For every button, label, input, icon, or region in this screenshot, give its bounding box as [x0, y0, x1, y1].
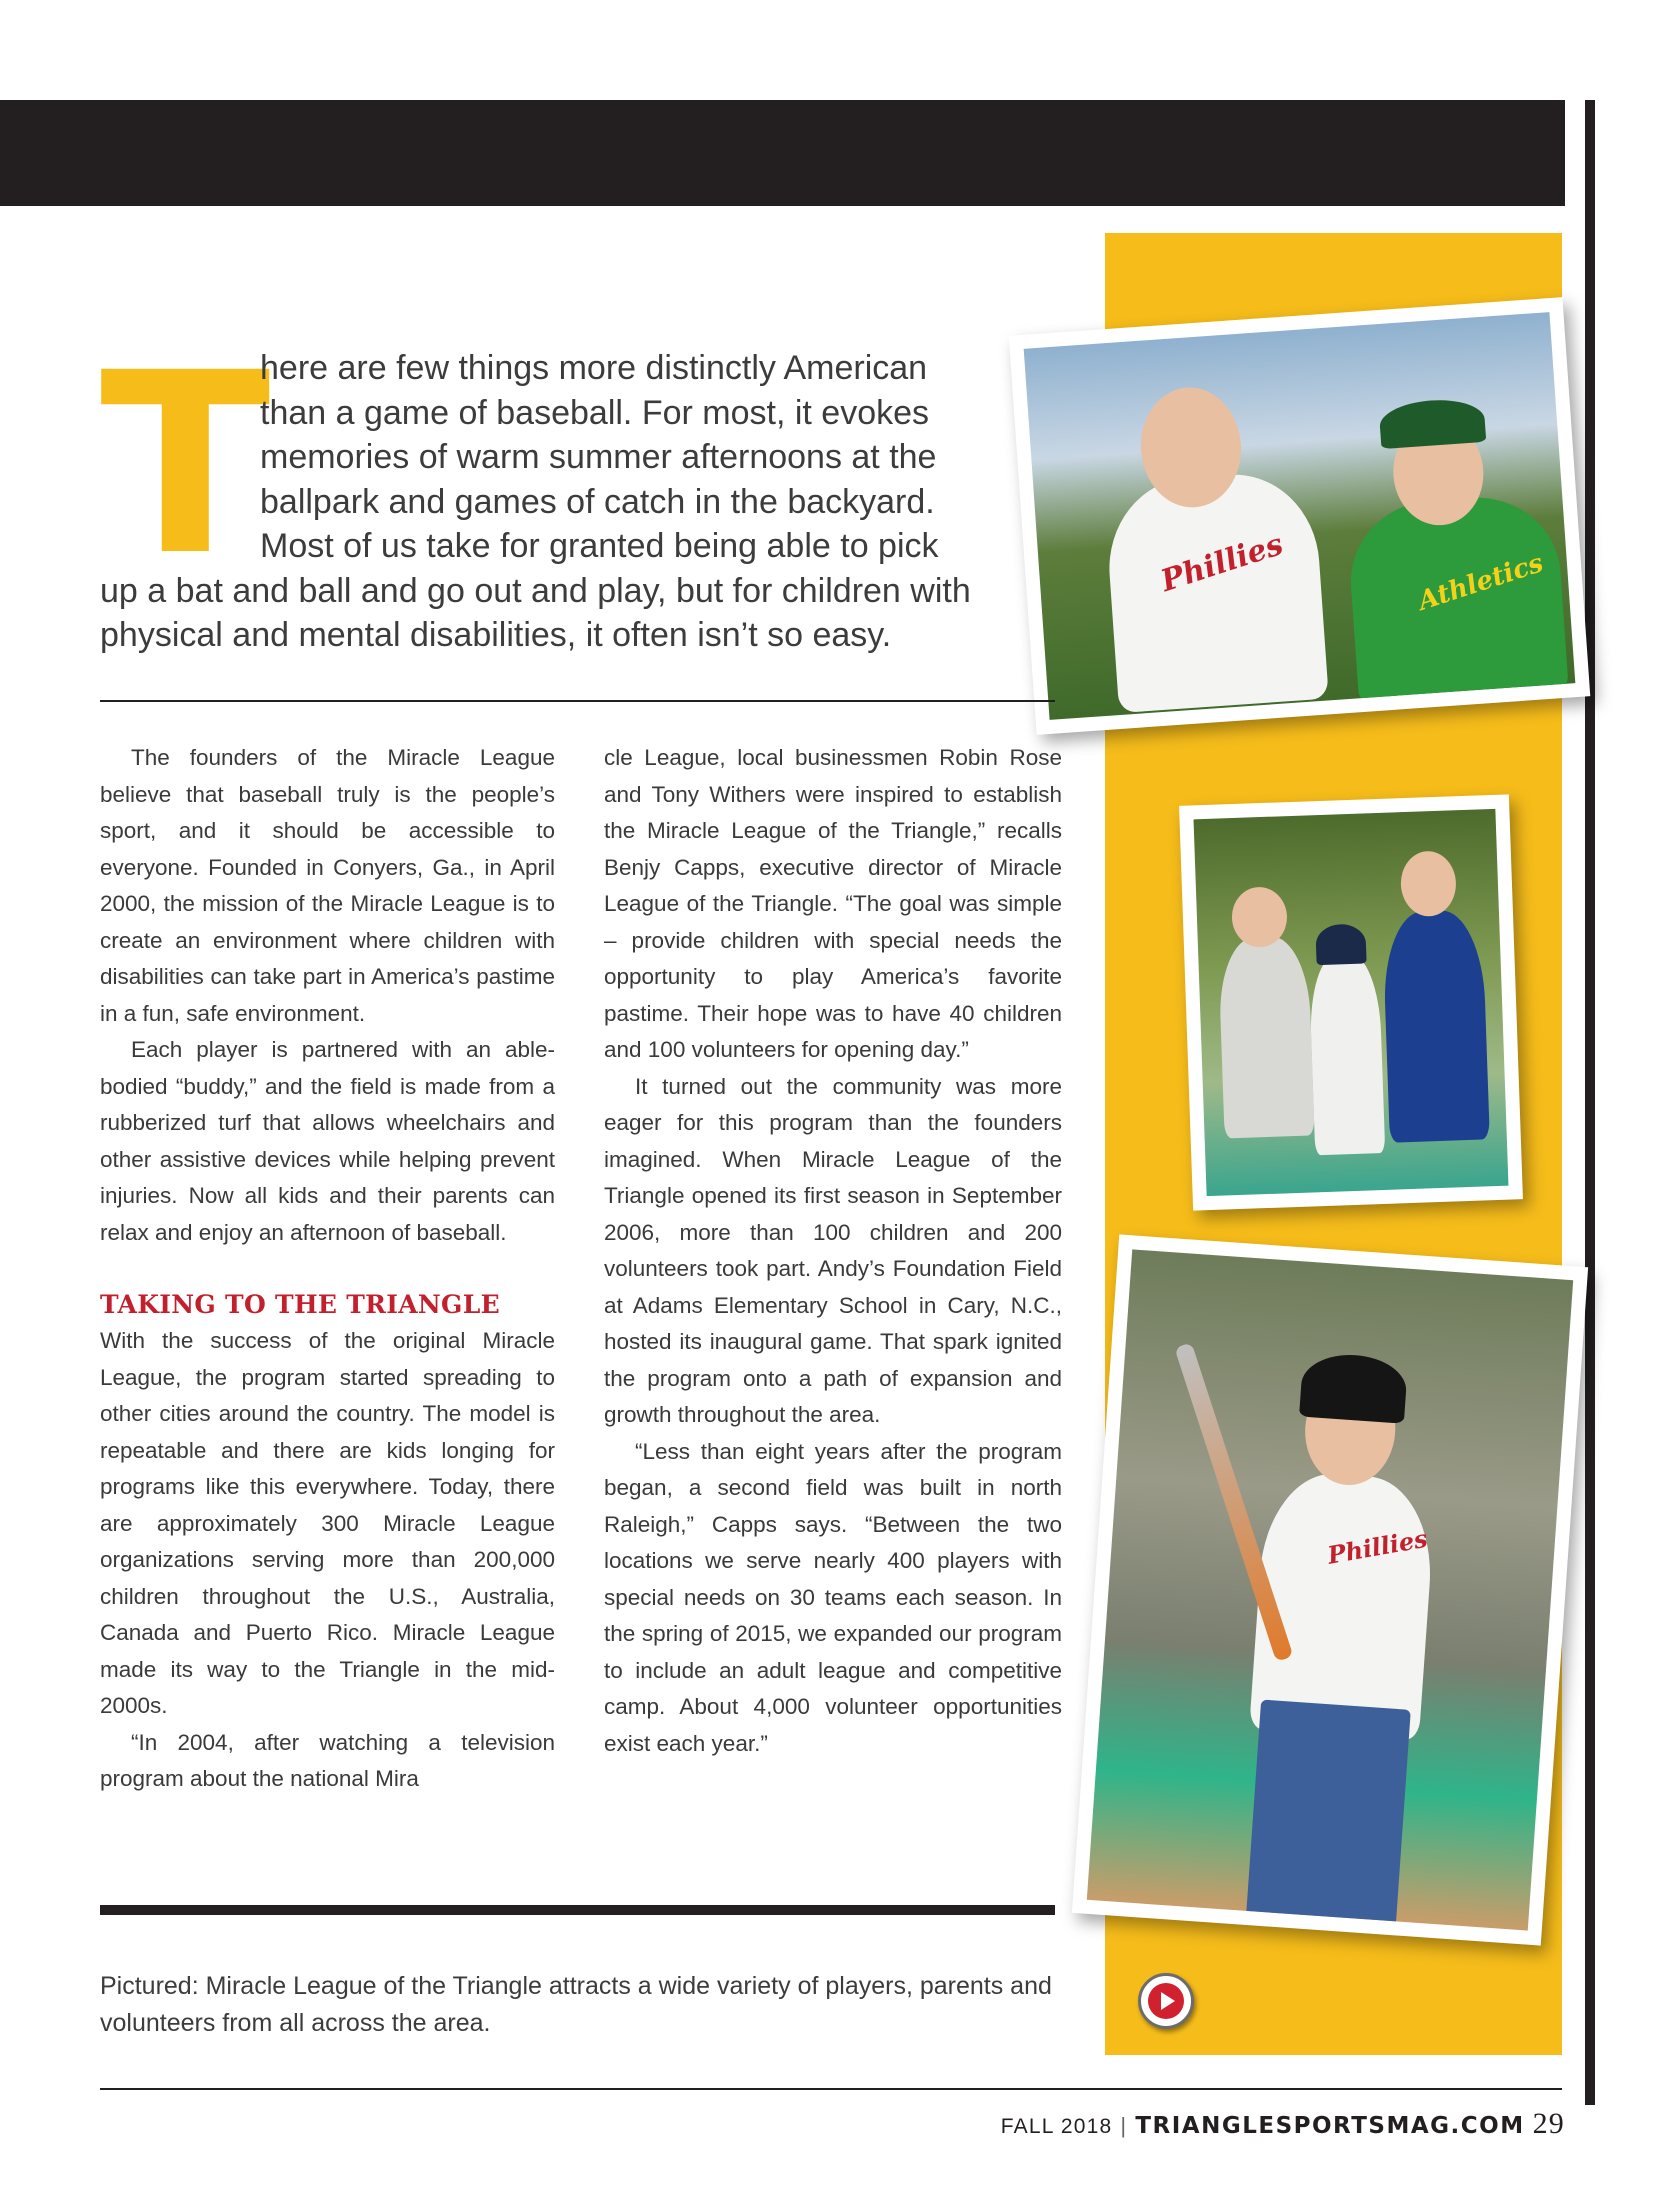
batting-helmet: [1299, 1352, 1408, 1424]
right-border-rule: [1585, 100, 1595, 2105]
page-number: 29: [1532, 2107, 1565, 2140]
intro-line: than a game of baseball. For most, it evokes: [260, 393, 930, 432]
coach-cap: [1378, 397, 1486, 449]
site-link[interactable]: TRIANGLESPORTSMAG.COM: [1135, 2113, 1525, 2139]
drop-cap: T: [100, 319, 271, 610]
header-bar: [0, 100, 1565, 206]
intro-line: here are few things more distinctly American: [260, 349, 928, 387]
body-column-right: [604, 740, 1062, 1762]
footer-separator: |: [1120, 2113, 1128, 2138]
body-divider: [100, 1905, 1055, 1915]
page-footer: [1001, 2107, 1565, 2141]
photo-players-and-coach: [1009, 297, 1591, 735]
buddy-figure: [1382, 909, 1490, 1142]
baseball-bat: [1174, 1342, 1293, 1661]
jersey-label-phillies: Phillies: [1156, 526, 1288, 600]
intro-line: ballpark and games of catch in the backyard.: [260, 482, 935, 521]
body-paragraph: It turned out the community was more eager for this program than the founders imagined. When Miracle League of the Triangle opened its first season in September 2006, more than 100 children and 200 volunteers took part. Andy’s Foundation Field at Adams Elementary School in Cary, N.C., hosted its inaugural game. That spark ignited the program onto a path of expansion and growth throughout the area.: [604, 1073, 1062, 1427]
intro-paragraph: [100, 346, 1005, 658]
jersey-label-athletics: Athletics: [1414, 548, 1547, 617]
intro-divider: [100, 700, 1055, 702]
photo-caption: Pictured: Miracle League of the Triangle attracts a wide variety of players, parents and volunteers from all across the area.: [100, 1972, 1052, 2037]
issue-label: FALL 2018: [1000, 2115, 1113, 2138]
batter-jeans: [1246, 1699, 1411, 1929]
player-figure: [1103, 469, 1329, 713]
intro-line: up a bat and ball and go out and play, but for children with: [100, 571, 971, 610]
body-paragraph: “Less than eight years after the program began, a second field was built in north Raleigh,” Capps says. “Between the two locations we serve nearly 400 players with special needs on 30 teams each season. In the spring of 2015, we expanded our program to include an adult league and competitive camp. About 4,000 volunteer opportunities exist each year.”: [604, 1438, 1062, 1756]
child-helmet: [1315, 923, 1366, 965]
body-paragraph: With the success of the original Miracle League, the program started spreading to other cities around the country. The model is repeatable and there are kids longing for programs like this everywhere. Today, there are approximately 300 Miracle League organizations serving more than 200,000 children throughout the U.S., Australia, Canada and Puerto Rico. Miracle League made its way to the Triangle in the mid-2000s.: [100, 1328, 555, 1718]
section-subhead: TAKING TO THE TRIANGLE: [100, 1290, 500, 1319]
buddy-head: [1400, 850, 1457, 917]
jersey-label-phillies: Phillies: [1325, 1523, 1430, 1570]
video-play-button[interactable]: [1138, 1973, 1194, 2029]
intro-line: memories of warm summer afternoons at the: [260, 438, 937, 476]
photo-batter: [1072, 1234, 1588, 1945]
intro-line: Most of us take for granted being able to pick: [260, 527, 939, 565]
child-player-figure: [1308, 953, 1385, 1155]
play-icon: [1148, 1983, 1184, 2019]
body-paragraph: The founders of the Miracle League believe that baseball truly is the people’s sport, and it should be accessible to everyone. Founded in Conyers, Ga., in April 2000, the mission of the Miracle League is to create an environment where children with disabilities can take part in America’s pastime in a fun, safe environment.: [100, 745, 555, 1026]
footer-rule: [100, 2088, 1562, 2090]
photo-buddy-catch: [1179, 794, 1523, 1210]
body-paragraph: “In 2004, after watching a television program about the national Mira: [100, 1729, 555, 1791]
body-paragraph: Each player is partnered with an able-bodied “buddy,” and the field is made from a rubberized turf that allows wheelchairs and other assistive devices while helping prevent injuries. Now all kids and their parents can relax and enjoy an afternoon of baseball.: [100, 1037, 555, 1245]
volunteer-figure: [1218, 935, 1315, 1138]
body-paragraph-continued: cle League, local businessmen Robin Rose and Tony Withers were inspired to establish the Miracle League of the Triangle,” recalls Benjy Capps, executive director of Miracle League of the Triangle. “The goal was simple – provide children with special needs the opportunity to play America’s favorite pastime. Their hope was to have 40 children and 100 volunteers for opening day.”: [604, 745, 1062, 1062]
body-column-left: [100, 740, 555, 1798]
intro-line: physical and mental disabilities, it often isn’t so easy.: [100, 616, 892, 654]
